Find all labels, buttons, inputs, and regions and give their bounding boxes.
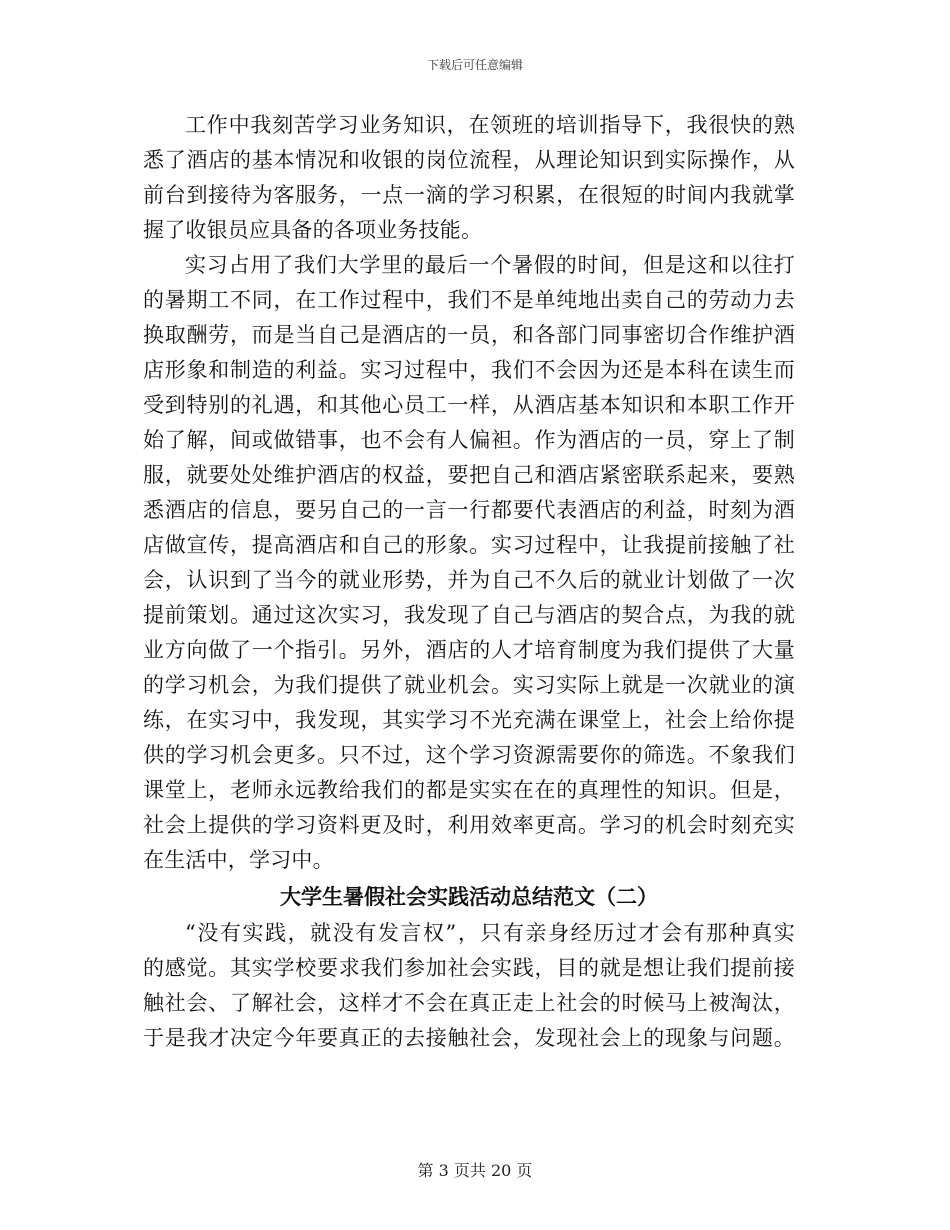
- text-line: 社会上提供的学习资料更及时，利用效率更高。学习的机会时刻充实: [143, 813, 795, 837]
- text-line: 前台到接待为客服务，一点一滴的学习积累，在很短的时间内我就掌: [143, 183, 795, 207]
- text-line: “没有实践，就没有发言权”，只有亲身经历过才会有那种真实: [185, 921, 795, 945]
- section-title: 大学生暑假社会实践活动总结范文（二）: [280, 885, 658, 909]
- text-line: 会，认识到了当今的就业形势，并为自己不久后的就业计划做了一次: [143, 568, 795, 592]
- text-line: 悉了酒店的基本情况和收银的岗位流程，从理论知识到实际操作，从: [143, 148, 795, 172]
- text-line: 悉酒店的信息，要另自己的一言一行都要代表酒店的利益，时刻为酒: [143, 498, 795, 522]
- paragraph-2: [143, 248, 795, 878]
- page-header: 下载后可任意编辑: [426, 58, 523, 72]
- text-line: 实习占用了我们大学里的最后一个暑假的时间，但是这和以往打: [185, 253, 795, 277]
- text-line: 触社会、了解社会，这样才不会在真正走上社会的时候马上被淘汰，: [143, 991, 795, 1015]
- paragraph-1: [143, 108, 795, 248]
- text-line: 店形象和制造的利益。实习过程中，我们不会因为还是本科在读生而: [143, 358, 795, 382]
- text-line: 换取酬劳，而是当自己是酒店的一员，和各部门同事密切合作维护酒: [143, 323, 795, 347]
- page-footer: 第 3 页共 20 页: [417, 1161, 533, 1180]
- text-line: 供的学习机会更多。只不过，这个学习资源需要你的筛选。不象我们: [143, 743, 795, 767]
- document-body: [143, 108, 795, 1056]
- text-line: 提前策划。通过这次实习，我发现了自己与酒店的契合点，为我的就: [143, 603, 795, 627]
- text-line: 在生活中，学习中。: [143, 848, 334, 872]
- text-line: 服，就要处处维护酒店的权益，要把自己和酒店紧密联系起来，要熟: [143, 463, 795, 487]
- text-line: 工作中我刻苦学习业务知识，在领班的培训指导下，我很快的熟: [185, 113, 795, 137]
- paragraph-3: [143, 916, 795, 1056]
- text-line: 握了收银员应具备的各项业务技能。: [143, 218, 483, 242]
- text-line: 的感觉。其实学校要求我们参加社会实践，目的就是想让我们提前接: [143, 956, 795, 980]
- text-line: 于是我才决定今年要真正的去接触社会，发现社会上的现象与问题。: [143, 1026, 795, 1050]
- text-line: 的暑期工不同，在工作过程中，我们不是单纯地出卖自己的劳动力去: [143, 288, 795, 312]
- text-line: 店做宣传，提高酒店和自己的形象。实习过程中，让我提前接触了社: [143, 533, 795, 557]
- text-line: 课堂上，老师永远教给我们的都是实实在在的真理性的知识。但是，: [143, 778, 795, 802]
- text-line: 业方向做了一个指引。另外，酒店的人才培育制度为我们提供了大量: [143, 638, 795, 662]
- text-line: 始了解，间或做错事，也不会有人偏袒。作为酒店的一员，穿上了制: [143, 428, 795, 452]
- text-line: 受到特别的礼遇，和其他心员工一样，从酒店基本知识和本职工作开: [143, 393, 795, 417]
- text-line: 的学习机会，为我们提供了就业机会。实习实际上就是一次就业的演: [143, 673, 795, 697]
- text-line: 练，在实习中，我发现，其实学习不光充满在课堂上，社会上给你提: [143, 708, 795, 732]
